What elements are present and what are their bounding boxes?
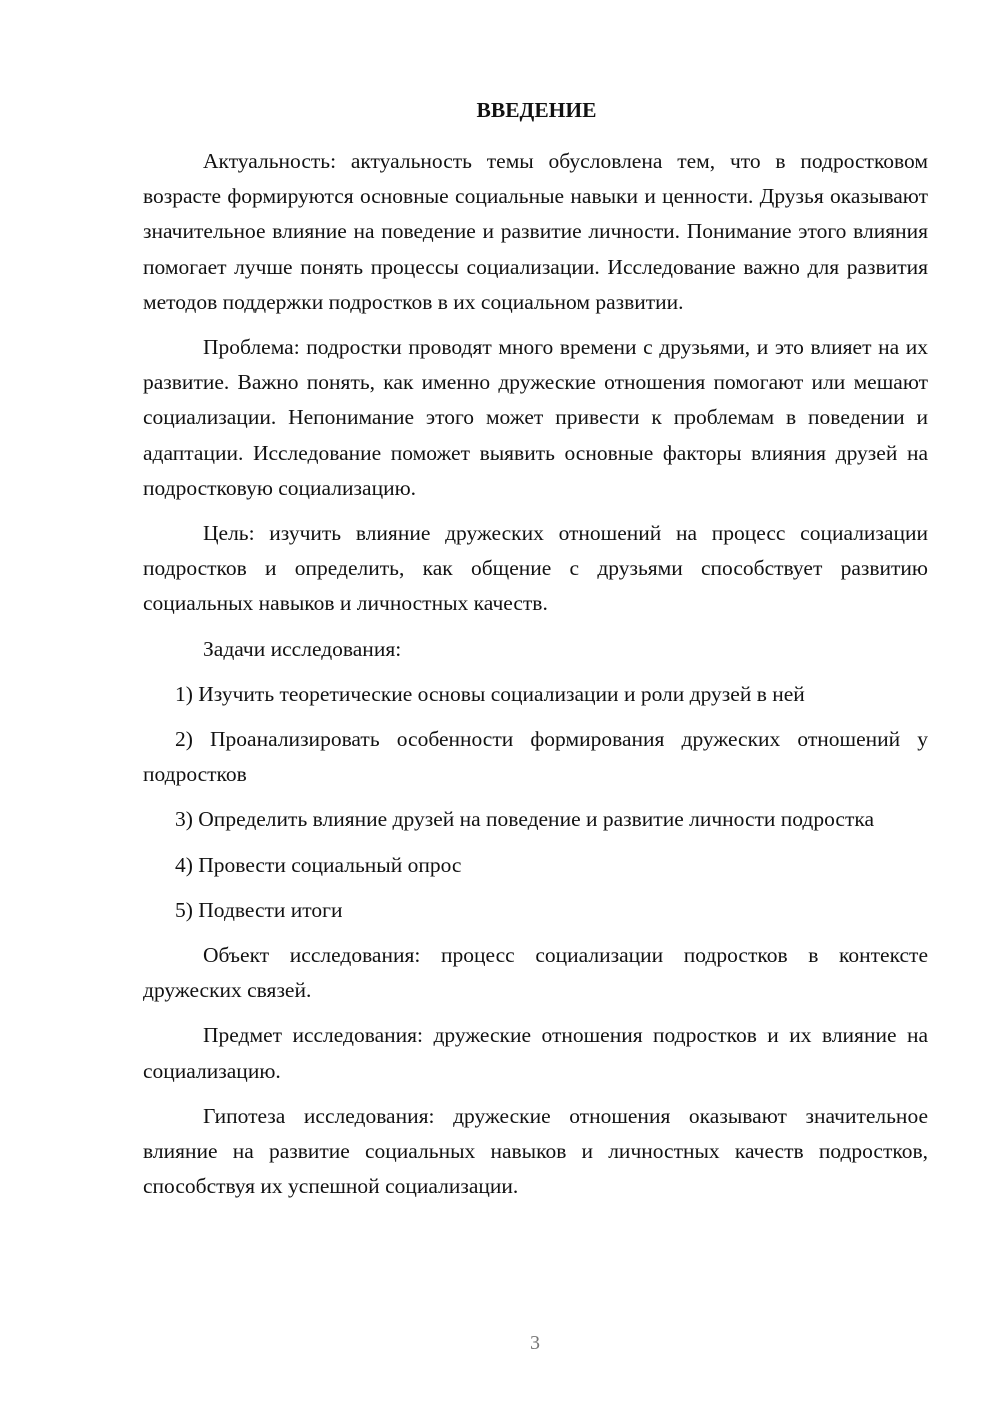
paragraph-subject: Предмет исследования: дружеские отношения подростков и их влияние на социализацию.: [143, 1023, 928, 1083]
paragraph-hypothesis: Гипотеза исследования: дружеские отношения оказывают значительное влияние на развитие социальных навыков и личностных качеств подростков, способствуя их успешной социализации.: [143, 1103, 928, 1199]
paragraph-goal: Цель: изучить влияние дружеских отношений на процесс социализации подростков и определить, как общение с друзьями способствует развитию социальных навыков и личностных качеств.: [143, 521, 928, 616]
paragraph-problem: Проблема: подростки проводят много времени с друзьями, и это влияет на их развитие. Важно понять, как именно дружеские отношения помогают или мешают социализации. Непонимание этого может привести к проблемам в поведении и адаптации. Исследование поможет выявить основные факторы влияния друзей на подростковую социализацию.: [143, 335, 928, 500]
task-item-2: 2) Проанализировать особенности формирования дружеских отношений у подростков: [143, 727, 928, 787]
document-body: [143, 96, 928, 1214]
paragraph-object: Объект исследования: процесс социализации подростков в контексте дружеских связей.: [143, 943, 928, 1003]
paragraph-relevance: Актуальность: актуальность темы обусловлена тем, что в подростковом возрасте формируются основные социальные навыки и ценности. Друзья оказывают значительное влияние на поведение и развитие личности. Понимание этого влияния помогает лучше понять процессы социализации. Исследование важно для развития методов поддержки подростков в их социальном развитии.: [143, 149, 928, 314]
page-title: ВВЕДЕНИЕ: [476, 98, 597, 122]
paragraph-tasks-heading: Задачи исследования:: [203, 636, 402, 661]
task-item-5: 5) Подвести итоги: [175, 897, 343, 922]
task-item-1: 1) Изучить теоретические основы социализации и роли друзей в ней: [175, 681, 805, 706]
task-item-4: 4) Провести социальный опрос: [175, 852, 462, 877]
task-item-3: 3) Определить влияние друзей на поведение и развитие личности подростка: [175, 807, 875, 832]
page-number: 3: [530, 1332, 540, 1354]
